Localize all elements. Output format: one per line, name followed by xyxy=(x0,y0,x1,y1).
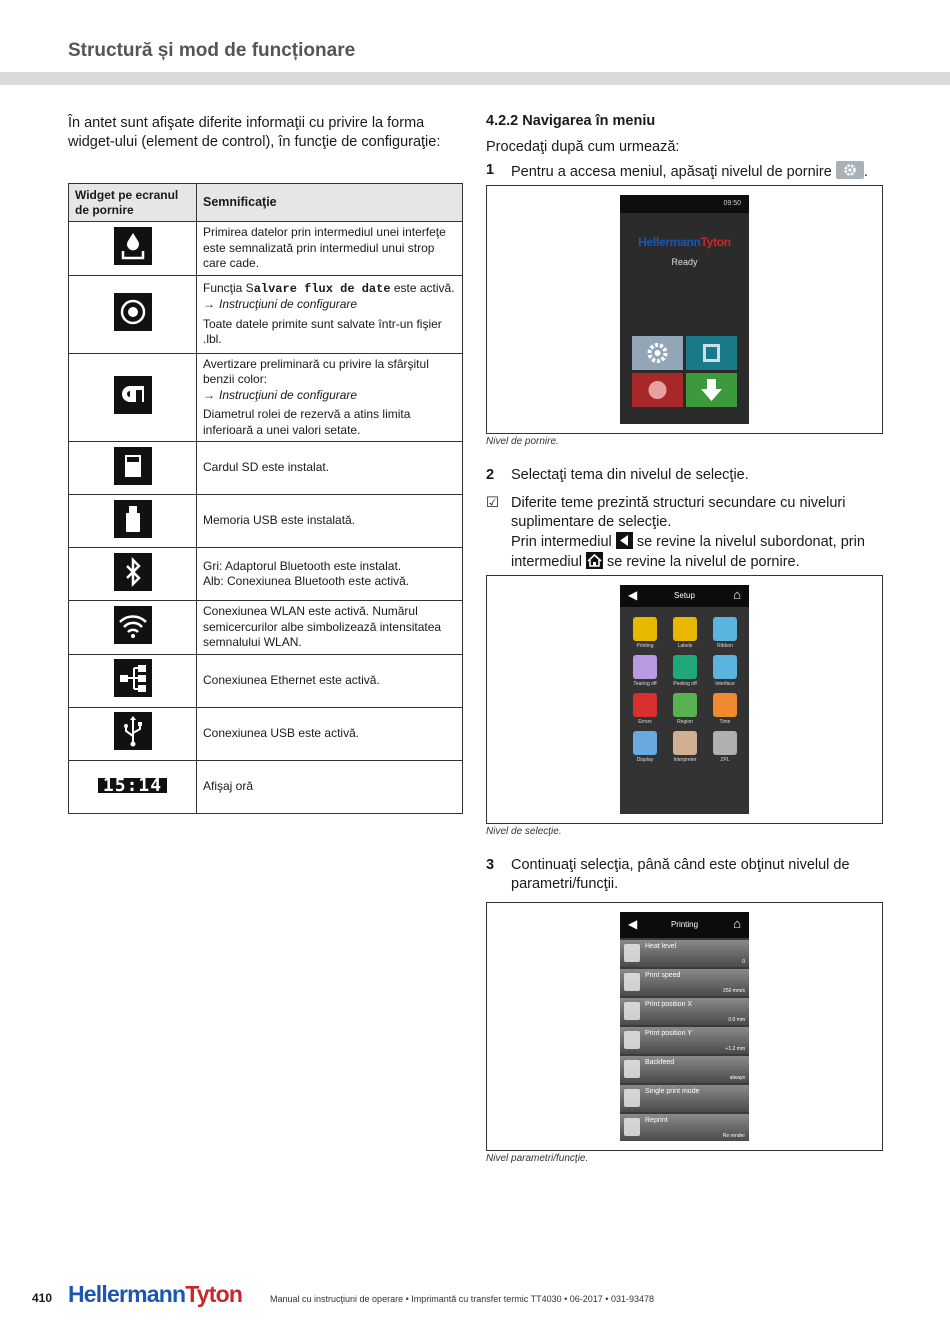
parameter-value: always xyxy=(729,1075,745,1081)
tile-4[interactable] xyxy=(630,655,660,691)
tile-3[interactable] xyxy=(710,617,740,653)
parameter-label: Backfeed xyxy=(645,1059,675,1066)
screen-title: Printing xyxy=(670,920,699,929)
home-icon[interactable]: ⌂ xyxy=(733,916,741,931)
parameter-icon xyxy=(624,1089,640,1107)
tile-6[interactable] xyxy=(710,655,740,691)
tile-label: Peeling off xyxy=(673,681,697,687)
back-arrow-icon[interactable]: ◀ xyxy=(628,917,638,931)
pause-tile[interactable] xyxy=(632,373,683,407)
caption-selection: Nivel de selecţie. xyxy=(486,826,562,837)
tile-label: Region xyxy=(677,719,693,725)
tile-label: Time xyxy=(719,719,731,725)
tile-icon xyxy=(713,617,737,641)
row-desc: Conexiunea WLAN este activă. Numărul semicercurilor albe simbolizează intensitatea semnalului WLAN. xyxy=(197,601,463,655)
download-tray-icon xyxy=(114,227,152,265)
tile-label: Display xyxy=(636,757,654,763)
header-bar xyxy=(0,72,950,85)
tile-icon xyxy=(673,731,697,755)
caption-start: Nivel de pornire. xyxy=(486,436,559,447)
tile-7[interactable] xyxy=(630,693,660,729)
arrow-down-icon xyxy=(686,373,737,407)
tile-icon xyxy=(673,617,697,641)
parameter-label: Print speed xyxy=(645,972,681,979)
tile-1[interactable] xyxy=(630,617,660,653)
print-tile[interactable] xyxy=(686,373,737,407)
tile-10[interactable] xyxy=(630,731,660,767)
tile-icon xyxy=(633,731,657,755)
col-header-widget: Widget pe ecranul de pornire xyxy=(69,184,197,222)
page-number: 410 xyxy=(32,1291,53,1305)
page-title: Structură și mod de funcționare xyxy=(68,40,356,61)
tile-icon xyxy=(713,693,737,717)
col-header-meaning: Semnificaţie xyxy=(197,184,463,222)
tile-label: Ribbon xyxy=(717,643,733,649)
ethernet-icon xyxy=(114,659,152,697)
tile-icon xyxy=(713,731,737,755)
screen-header xyxy=(620,912,749,938)
status-text: Ready xyxy=(671,257,698,267)
parameter-icon xyxy=(624,1118,640,1136)
status-bar: 09:50 xyxy=(620,195,749,213)
gear-icon xyxy=(632,336,683,370)
tile-8[interactable] xyxy=(670,693,700,729)
row-desc: Afişaj oră xyxy=(197,760,463,813)
lead-text: Procedaţi după cum urmează: xyxy=(486,139,680,155)
tile-icon xyxy=(713,655,737,679)
widget-table xyxy=(68,183,463,814)
parameter-value: 0 xyxy=(742,959,745,965)
parameter-screen xyxy=(620,912,749,1141)
clock-widget: 15:14 xyxy=(98,778,167,794)
parameter-label: Single print mode xyxy=(645,1088,700,1095)
row-desc: Conexiunea Ethernet este activă. xyxy=(197,654,463,707)
row-desc: Avertizare preliminară cu privire la sfârşitul benzii color: → Instrucţiuni de configurare Diametrul rolei de rezervă a atins limita inferioară a unei valori setate. xyxy=(197,353,463,442)
row-desc: Cardul SD este instalat. xyxy=(197,442,463,495)
tile-9[interactable] xyxy=(710,693,740,729)
parameter-row[interactable] xyxy=(620,1056,749,1083)
step-3: 3 Continuaţi selecţia, până când este obţinut nivelul de parametri/funcţii. xyxy=(486,857,850,892)
tile-5[interactable] xyxy=(670,655,700,691)
tile-icon xyxy=(633,655,657,679)
tile-icon xyxy=(633,617,657,641)
screen-header xyxy=(620,585,749,607)
label-roll-icon xyxy=(686,336,737,370)
tile-label: Errors xyxy=(638,719,652,725)
parameter-row[interactable] xyxy=(620,969,749,996)
parameter-icon xyxy=(624,1031,640,1049)
parameter-row[interactable] xyxy=(620,1085,749,1112)
parameter-label: Heat level xyxy=(645,943,677,950)
widget-cell xyxy=(69,222,197,276)
bluetooth-icon xyxy=(114,553,152,591)
tile-12[interactable] xyxy=(710,731,740,767)
parameter-value: +1.2 mm xyxy=(725,1046,745,1052)
section-heading: 4.2.2 Navigarea în meniu xyxy=(486,113,656,129)
home-icon xyxy=(586,552,603,569)
start-screen-frame xyxy=(486,185,883,434)
tile-label: Interpreter xyxy=(673,757,697,763)
parameter-value: 0.0 mm xyxy=(728,1017,745,1023)
tile-icon xyxy=(673,655,697,679)
start-screen xyxy=(620,195,749,424)
parameter-icon xyxy=(624,1060,640,1078)
step-2: 2 Selectaţi tema din nivelul de selecţie. xyxy=(486,467,749,483)
footer-text: Manual cu instrucţiuni de operare • Imprimantă cu transfer termic TT4030 • 06-2017 • 031-93478 xyxy=(270,1294,654,1304)
brand-logo: HellermannTyton xyxy=(68,1281,243,1307)
row-desc: Funcţia Salvare flux de date este activă. → Instrucţiuni de configurare Toate datele primite sunt salvate într-un fişier .lbl. xyxy=(197,275,463,353)
caption-parameters: Nivel parametri/funcţie. xyxy=(486,1153,589,1164)
tile-label: Interface xyxy=(715,681,735,687)
selection-screen-frame xyxy=(486,575,883,824)
tile-label: Labels xyxy=(677,643,693,649)
parameter-icon xyxy=(624,944,640,962)
parameter-icon xyxy=(624,973,640,991)
wifi-icon xyxy=(114,606,152,644)
parameter-value: Re render xyxy=(722,1133,745,1139)
parameter-row[interactable] xyxy=(620,998,749,1025)
screen-title: Setup xyxy=(674,591,695,600)
hand-stop-icon xyxy=(632,373,683,407)
settings-tile[interactable] xyxy=(632,336,683,370)
row-desc: Primirea datelor prin intermediul unei interfeţe este semnalizată prin intermediul unui strop care cade. xyxy=(197,222,463,276)
tile-2[interactable] xyxy=(670,617,700,653)
brand-logo: HellermannTyton xyxy=(638,235,731,249)
home-icon[interactable]: ⌂ xyxy=(733,587,741,602)
row-desc: Memoria USB este instalată. xyxy=(197,495,463,548)
ribbon-roll-icon xyxy=(114,376,152,414)
intro-text: În antet sunt afişate diferite informaţii cu privire la forma widget-ului (element de control), în funcţie de configuraţie: xyxy=(68,115,441,150)
parameter-label: Print position X xyxy=(645,1001,693,1008)
parameter-value: 250 mm/s xyxy=(723,988,745,994)
parameter-row[interactable] xyxy=(620,1027,749,1054)
parameter-row[interactable] xyxy=(620,940,749,967)
tile-label: ZPL xyxy=(720,757,730,763)
arrow-icon: → xyxy=(203,297,215,311)
row-desc: Gri: Adaptorul Bluetooth este instalat. Alb: Conexiunea Bluetooth este activă. xyxy=(197,548,463,601)
arrow-icon: → xyxy=(203,387,215,402)
step-1: 1 Pentru a accesa meniul, apăsaţi nivelul de pornire . xyxy=(486,162,868,180)
parameter-row[interactable] xyxy=(620,1114,749,1141)
sd-card-icon xyxy=(114,447,152,485)
feed-tile[interactable] xyxy=(686,336,737,370)
tile-icon xyxy=(633,693,657,717)
back-arrow-icon[interactable]: ◀ xyxy=(628,588,638,602)
back-arrow-icon xyxy=(616,532,633,549)
tile-icon xyxy=(673,693,697,717)
parameter-label: Print position Y xyxy=(645,1030,692,1037)
usb-stick-icon xyxy=(114,500,152,538)
tile-label: Printing xyxy=(636,643,654,649)
parameter-label: Reprint xyxy=(645,1117,668,1124)
selection-screen xyxy=(620,585,749,814)
parameter-screen-frame xyxy=(486,902,883,1151)
row-desc: Conexiunea USB este activă. xyxy=(197,707,463,760)
record-icon xyxy=(114,293,152,331)
tile-label: Tearing off xyxy=(633,681,657,687)
checkbox-icon: ☑ xyxy=(486,495,499,511)
usb-icon xyxy=(114,712,152,750)
parameter-icon xyxy=(624,1002,640,1020)
tile-11[interactable] xyxy=(670,731,700,767)
note-block: ☑ Diferite teme prezintă structuri secundare cu niveluri suplimentare de selecţie. Prin intermediul se revine la nivelul subordonat, prin intermediul se revine la nivelul de pornire. xyxy=(486,495,865,570)
settings-button-icon xyxy=(836,161,864,179)
